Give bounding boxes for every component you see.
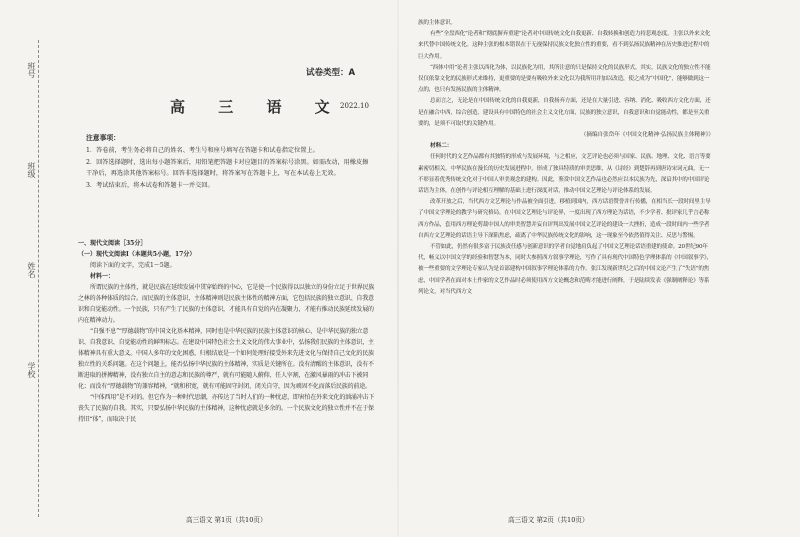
article-paragraph: “西体中用”论者主张以西化为体，以民族化为用，其所注意的只是保持文化的民族形式。其实，民族文化的独立性不能仅仅依靠文化的民族形式来维持，更重要的是要有吸收外来文化以为我所用并加以改造，使之成为“中国化”，能够做到这一点的，也只有发扬民族的主体精神。 <box>418 64 711 94</box>
article-paragraph: 族的主体意识。 <box>418 20 456 26</box>
article-paragraph: 改革开放之后，当代西方文艺理论与作品被全面引进，移植到国内，西方话语赞誉并行传播，在相当长一段时间里主导了中国文学理论的教学与研究格局。在中国文艺理论与评论界，一度出现了西方理论为话语，不少学者、批评家几乎言必称西方作品，套用西方理论剪裁中国人的审美智慧并妄自评判出发展中国文艺评论的建设一大挫折，造成一段时间内一些学者自西方文艺理论的话语主导下深陷焦虑，疏离了中华民族传统文化的影响，这一现象至今依然值得关注、反思与警惕。 <box>418 199 711 239</box>
exam-date: 2022.10 <box>340 102 369 110</box>
binding-label-class: 班级 <box>27 162 36 178</box>
footer-left: 高三语文 第1页（共10页） <box>186 516 267 524</box>
article-paragraph: “自强不息”“厚德载物”的中国文化基本精神，同时也是中华民族的民族主体意识的核心，是中华民族的独立意识、自我意识、自觉能动性的鲜明标志。在建设中国特色社会主义文化的伟大事业中，弘扬我们民族的主体意识，主体精神具有重大意义。中国人多年的文化困惑，归根结底是一个如何处理好接受外来先进文化与保持自己文化的民族独立性的关系问题。在这个问题上，能否弘扬中华民族的主体精神，实质是关键所在。没有清醒的主体意识，没有不断进取的拼搏精神，没有独立自主的意志和民族的尊严，就有可能随人俯仰、任人宰割，在激风暴雨的冲击下被同化；而没有“厚德载物”的兼容精神，“就和积宽，就有可能固守封闭、闭关自守，因为顽固不化而落后民族的前途。 <box>78 328 374 390</box>
note-item: 2．回答选择题时，选出每小题答案后，用铅笔把答题卡对应题目的答案标号涂黑。如需改动，用橡皮擦干净后，再选涂其他答案标号。回答非选择题时，将答案写在答题卡上，写在本试卷上无效。 <box>86 158 369 178</box>
binding-strip <box>0 0 68 537</box>
article-paragraph: 总而言之，无论是在中国传统文化的自我更新，自我扬弃方面，还是在大量引进、容纳、消化、吸收西方文化方面，还是在融合中西，综合创造，建设具有中国特色的社会主义文化方面，民族的独立意识，自我意识和自觉能动性，都是至关重要的，是须不可取代的关键作用。 <box>418 98 711 127</box>
right-column <box>418 18 714 298</box>
page-title: 高 三 语 文 <box>170 98 344 116</box>
instruction: 阅读下面的文字，完成1～5题。 <box>90 262 176 269</box>
note-item: 1．答卷前，考生务必将自己的姓名、考生号和座号填写在答题卡和试卷指定位置上。 <box>86 147 319 154</box>
notes-heading: 注意事项： <box>86 134 120 142</box>
page-fold <box>397 0 399 537</box>
citation: （摘编自张岱年《中国文化精神·弘扬民族主体精神》） <box>580 132 714 139</box>
subsection-heading: （一）现代文阅读Ⅰ（本题共5小题，17分） <box>78 251 196 258</box>
notes-list <box>86 145 374 191</box>
article-paragraph: 有些“全盘西化”论者和“彻底摒弃重建”论者对中国传统文化自我更新、自我转换和创造力持悲观态度，主张以外来文化来代替中国传统文化。这种主张的根本错误在于无视保持民族文化独立性的重要，看不到弘扬民族精神在历史推进过程中的巨大作用。 <box>418 31 711 60</box>
article-paragraph: 所谓民族的主体性，就是民族在延续发展中贯穿始终的中心，它是使一个民族得以以独立的身份立足于世界民族之林的各种体质的综合。而民族的主体意识，主体精神则是民族主体性的精神方面，它包括民族的独立意识、自我意识和自觉能动性。一个民族，只有产生了民族的主体意识，才能具有自觉的内在凝聚力，才能有推动民族延续发展的内在精神动力。 <box>78 284 375 324</box>
note-item: 3．考试结束后，将本试卷和答题卡一并交回。 <box>86 181 214 189</box>
binding-label-name: 姓名 <box>27 262 36 278</box>
article-paragraph: 不管如此，仍然有很多富于民族责任感与创新意识的学者自觉地肩负起了中国文艺理论话语重建的使命。20世纪90年代，畅义以中国文学的经验和智慧为本，同时大参照西方叙事学理论，写作了具有现代中国特色学理体系的《中国叙事学》，被一些重要的文学理论专家认为是首部建构中国叙事学理论体系的力作。张江发现新世纪之后的中国文论产生了“失语”的焦虑，中国学者在面对本土作家的文艺作品时必须使用西方文论概念和范畴才能进行阐释，于是陆续发表《强制阐释论》等系列论文，对当代西方文 <box>418 244 712 295</box>
binding-label-school: 学校 <box>27 362 36 378</box>
exam-type: 试卷类型：A <box>306 68 356 78</box>
section-heading: 一、现代文阅读［35分］ <box>78 240 147 247</box>
section-block <box>78 238 378 425</box>
article-paragraph: 任何时代的文艺作品都有其独特的形成与发展环境，与之相应，文艺评论也必须与国家、民族、地理、文化、语言等要素密切相关。中华民族在漫长的历史发展进程中，形成了独具特质的审美思维，从《诗经》到楚辞再到唐诗宋词元曲，无一不彰显着优秀传统文化对于中国人审美观念的建构。因此，鉴赏中国文艺作品也必然应以本民族为先，深谙其中的中国评论话语为主体，在创作与评论相互理解的基础上进行深度对话，推动中国文艺理论与评论体系的发展。 <box>418 154 711 195</box>
article-paragraph: “中体西用”是不对的。但它作为一种时代思潮，亦传达了当时人们的一种忧虑，即害怕在外来文化的汹涌冲击下丧失了民族的自我。其实，只要弘扬中华民族的主体精神，这种忧虑就是多余的。一个民族文化的独立性并不在于保持旧“体”，而取决于民 <box>78 394 375 423</box>
footer-right: 高三语文 第2页（共10页） <box>508 516 589 524</box>
binding-dashed-line <box>38 40 39 517</box>
binding-label-number: 班号 <box>27 62 36 78</box>
material1-label: 材料一： <box>90 273 115 280</box>
material2-label: 材料二： <box>430 143 453 150</box>
